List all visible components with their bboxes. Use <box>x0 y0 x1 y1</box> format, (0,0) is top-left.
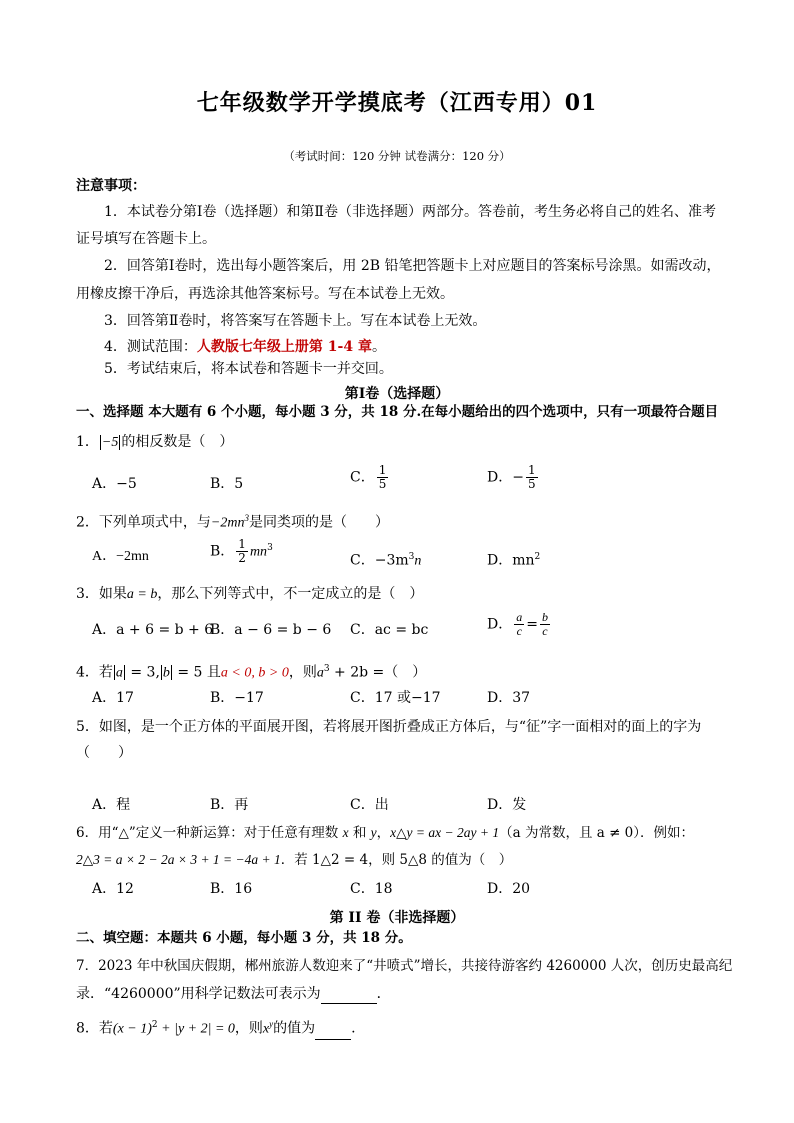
q4-option-a: A．17 <box>92 690 134 706</box>
q4-expr-exp: 3 <box>323 664 330 674</box>
question-6-line1 <box>76 823 694 843</box>
notice-item-4-prefix: 4．测试范围： <box>104 339 197 355</box>
q5-option-c: C．出 <box>350 797 389 813</box>
q6-line2-end: ．若 1△2 = 4，则 5△8 的值为（ ） <box>280 852 513 868</box>
section1-instructions: 一、选择题 本大题有 6 个小题，每小题 3 分，共 18 分.在每小题给出的四个选项中，只有一项最符合题目 <box>76 404 719 420</box>
q8-expr1: (x − 1) <box>112 1021 152 1037</box>
q6-comma: ， <box>376 825 391 841</box>
question-7-line1: 7．2023 年中秋国庆假期，郴州旅游人数迎来了“井喷式”增长，共接待游客约 4260000 人次，创历史最高纪 <box>76 958 733 974</box>
q2-c-end: n <box>414 553 422 569</box>
notice-item-4-suffix: 。 <box>371 339 386 355</box>
question-1 <box>76 432 233 453</box>
q4-expr-rest: + 2b =（ ） <box>329 664 427 681</box>
q1-stem: 的相反数是（ ） <box>121 434 234 450</box>
q6-and: 和 <box>348 825 371 841</box>
q6-stem-start: 6．用“△”定义一种新运算：对于任意有理数 <box>76 825 343 841</box>
q2-option-b <box>210 538 273 565</box>
q5-option-d: D．发 <box>487 797 527 813</box>
q3-option-a: A．a + 6 = b + 6 <box>92 622 214 638</box>
notice-item-1a: 1．本试卷分第Ⅰ卷（选择题）和第Ⅱ卷（非选择题）两部分。答卷前，考生务必将自己的姓名、准考 <box>104 204 716 220</box>
q4-option-d: D．37 <box>487 690 531 706</box>
q3-option-b: B．a − 6 = b − 6 <box>210 622 332 638</box>
question-4 <box>76 659 426 684</box>
q3-d-label: D． <box>487 616 513 633</box>
q1-option-d <box>487 464 540 491</box>
q6-example: 2△3 = a × 2 − 2a × 3 + 1 = −4a + 1 <box>76 852 281 867</box>
q8-exponent: y <box>269 1019 274 1029</box>
q2-b-label: B． <box>210 543 235 560</box>
question-3 <box>76 584 423 605</box>
q8-expr2: + |y + 2| = 0 <box>157 1021 235 1037</box>
q2-option-d <box>487 547 540 571</box>
q1-d-label: D．− <box>487 469 524 486</box>
q8-expr1-exp: 2 <box>151 1020 158 1030</box>
q4-expr: a <box>316 665 324 681</box>
q2-c-exp: 3 <box>408 552 415 562</box>
q2-d-exp: 2 <box>534 552 541 562</box>
q3-d-num2: b <box>541 610 548 624</box>
q1-c-den: 5 <box>378 477 387 491</box>
q8-end: . <box>351 1020 356 1037</box>
q1-option-c <box>350 464 390 491</box>
q1-number: 1． <box>76 434 99 450</box>
part1-heading: 第Ⅰ卷（选择题） <box>344 386 450 402</box>
q3-stem-start: 3．如果 <box>76 586 127 602</box>
q3-d-den2: c <box>542 624 548 638</box>
q2-term-exp: 3 <box>244 513 249 523</box>
notice-item-1b: 证号填写在答题卡上。 <box>76 231 216 247</box>
q3-stem-end: ，那么下列等式中，不一定成立的是（ ） <box>157 586 424 602</box>
question-5-line2: （ ） <box>76 745 132 761</box>
exam-info: （考试时间：120 分钟 试卷满分：120 分） <box>283 149 511 163</box>
q6-line1-end: （a 为常数，且 a ≠ 0）．例如： <box>499 825 695 841</box>
q6-y: y <box>370 825 377 840</box>
q4-mid1: = 3, <box>125 664 160 681</box>
notice-heading: 注意事项： <box>76 178 146 194</box>
q8-then: ，则 <box>234 1020 263 1037</box>
q4-b: b <box>162 665 170 681</box>
q3-option-c: C．ac = bc <box>350 622 429 638</box>
q2-stem-end: 是同类项的是（ ） <box>248 514 389 531</box>
q5-option-b: B．再 <box>210 797 249 813</box>
q2-option-a: A．−2mn <box>92 549 149 564</box>
q1-expression: −5 <box>101 435 119 450</box>
q3-d-num1: a <box>516 610 523 624</box>
q4-option-c: C．17 或−17 <box>350 690 441 706</box>
q6-option-b: B．16 <box>210 881 253 897</box>
q2-b-den: 2 <box>238 551 246 566</box>
q6-option-d: D．20 <box>487 881 531 897</box>
q2-d-term: D．mn <box>487 552 535 569</box>
q7-stem: 录．“4260000”用科学记数法可表示为 <box>76 986 321 1002</box>
q5-option-a: A．程 <box>92 797 131 813</box>
q4-condition: a < 0, b > 0 <box>220 665 289 681</box>
q6-definition: x△y = ax − 2ay + 1 <box>390 825 500 840</box>
q3-condition: a = b <box>126 587 158 602</box>
q1-option-a: A．−5 <box>92 476 137 492</box>
q1-d-den: 5 <box>527 477 536 491</box>
q7-end: ． <box>376 986 391 1002</box>
q4-stem-start: 4．若 <box>76 664 113 681</box>
question-7-line2 <box>76 984 391 1004</box>
q4-then: ，则 <box>288 664 317 681</box>
q4-mid2: = 5 且 <box>172 664 221 681</box>
q4-option-b: B．−17 <box>210 690 264 706</box>
question-8 <box>76 1014 356 1040</box>
q6-x: x <box>342 825 349 840</box>
q6-option-c: C．18 <box>350 881 393 897</box>
notice-item-2a: 2．回答第Ⅰ卷时，选出每小题答案后，用 2B 铅笔把答题卡上对应题目的答案标号涂黑。如需改动， <box>104 258 721 274</box>
question-2 <box>76 508 389 534</box>
q8-base: x <box>262 1021 270 1037</box>
q2-option-c <box>350 547 421 572</box>
q1-c-label: C． <box>350 469 375 486</box>
q2-stem-start: 2．下列单项式中，与 <box>76 514 211 531</box>
q8-stem-end: 的值为 <box>273 1020 316 1037</box>
q7-answer-blank[interactable] <box>321 1003 377 1004</box>
q1-c-num: 1 <box>378 463 387 477</box>
q6-option-a: A．12 <box>92 881 134 897</box>
notice-item-4 <box>104 337 386 357</box>
q8-stem-start: 8．若 <box>76 1020 113 1037</box>
notice-item-3: 3．回答第Ⅱ卷时，将答案写在答题卡上。写在本试卷上无效。 <box>104 313 487 329</box>
q8-answer-blank[interactable] <box>315 1039 351 1040</box>
q1-option-b: B．5 <box>210 476 244 492</box>
q2-term: −2mn <box>210 515 245 531</box>
question-6-line2 <box>76 850 512 870</box>
q2-c-term: C．−3m <box>350 552 409 569</box>
page-title: 七年级数学开学摸底考（江西专用）01 <box>196 90 598 116</box>
notice-item-2b: 用橡皮擦干净后，再选涂其他答案标号。写在本试卷上无效。 <box>76 286 454 302</box>
part2-heading: 第 II 卷（非选择题） <box>329 910 465 926</box>
section2-instructions: 二、填空题：本题共 6 小题，每小题 3 分，共 18 分。 <box>76 930 412 946</box>
q2-b-term: mn <box>249 544 268 560</box>
notice-item-4-scope: 人教版七年级上册第 1-4 章 <box>196 339 372 355</box>
notice-item-5: 5．考试结束后，将本试卷和答题卡一并交回。 <box>104 361 393 377</box>
question-5-line1: 5．如图，是一个正方体的平面展开图，若将展开图折叠成正方体后，与“征”字一面相对的面上的字为 <box>76 719 702 735</box>
q1-d-num: 1 <box>527 463 536 477</box>
q2-b-exp: 3 <box>267 543 273 553</box>
q3-option-d <box>487 611 552 638</box>
q4-a: a <box>115 665 123 681</box>
q3-d-eq: = <box>526 616 538 633</box>
q2-b-num: 1 <box>238 537 246 552</box>
q3-d-den1: c <box>516 624 522 638</box>
